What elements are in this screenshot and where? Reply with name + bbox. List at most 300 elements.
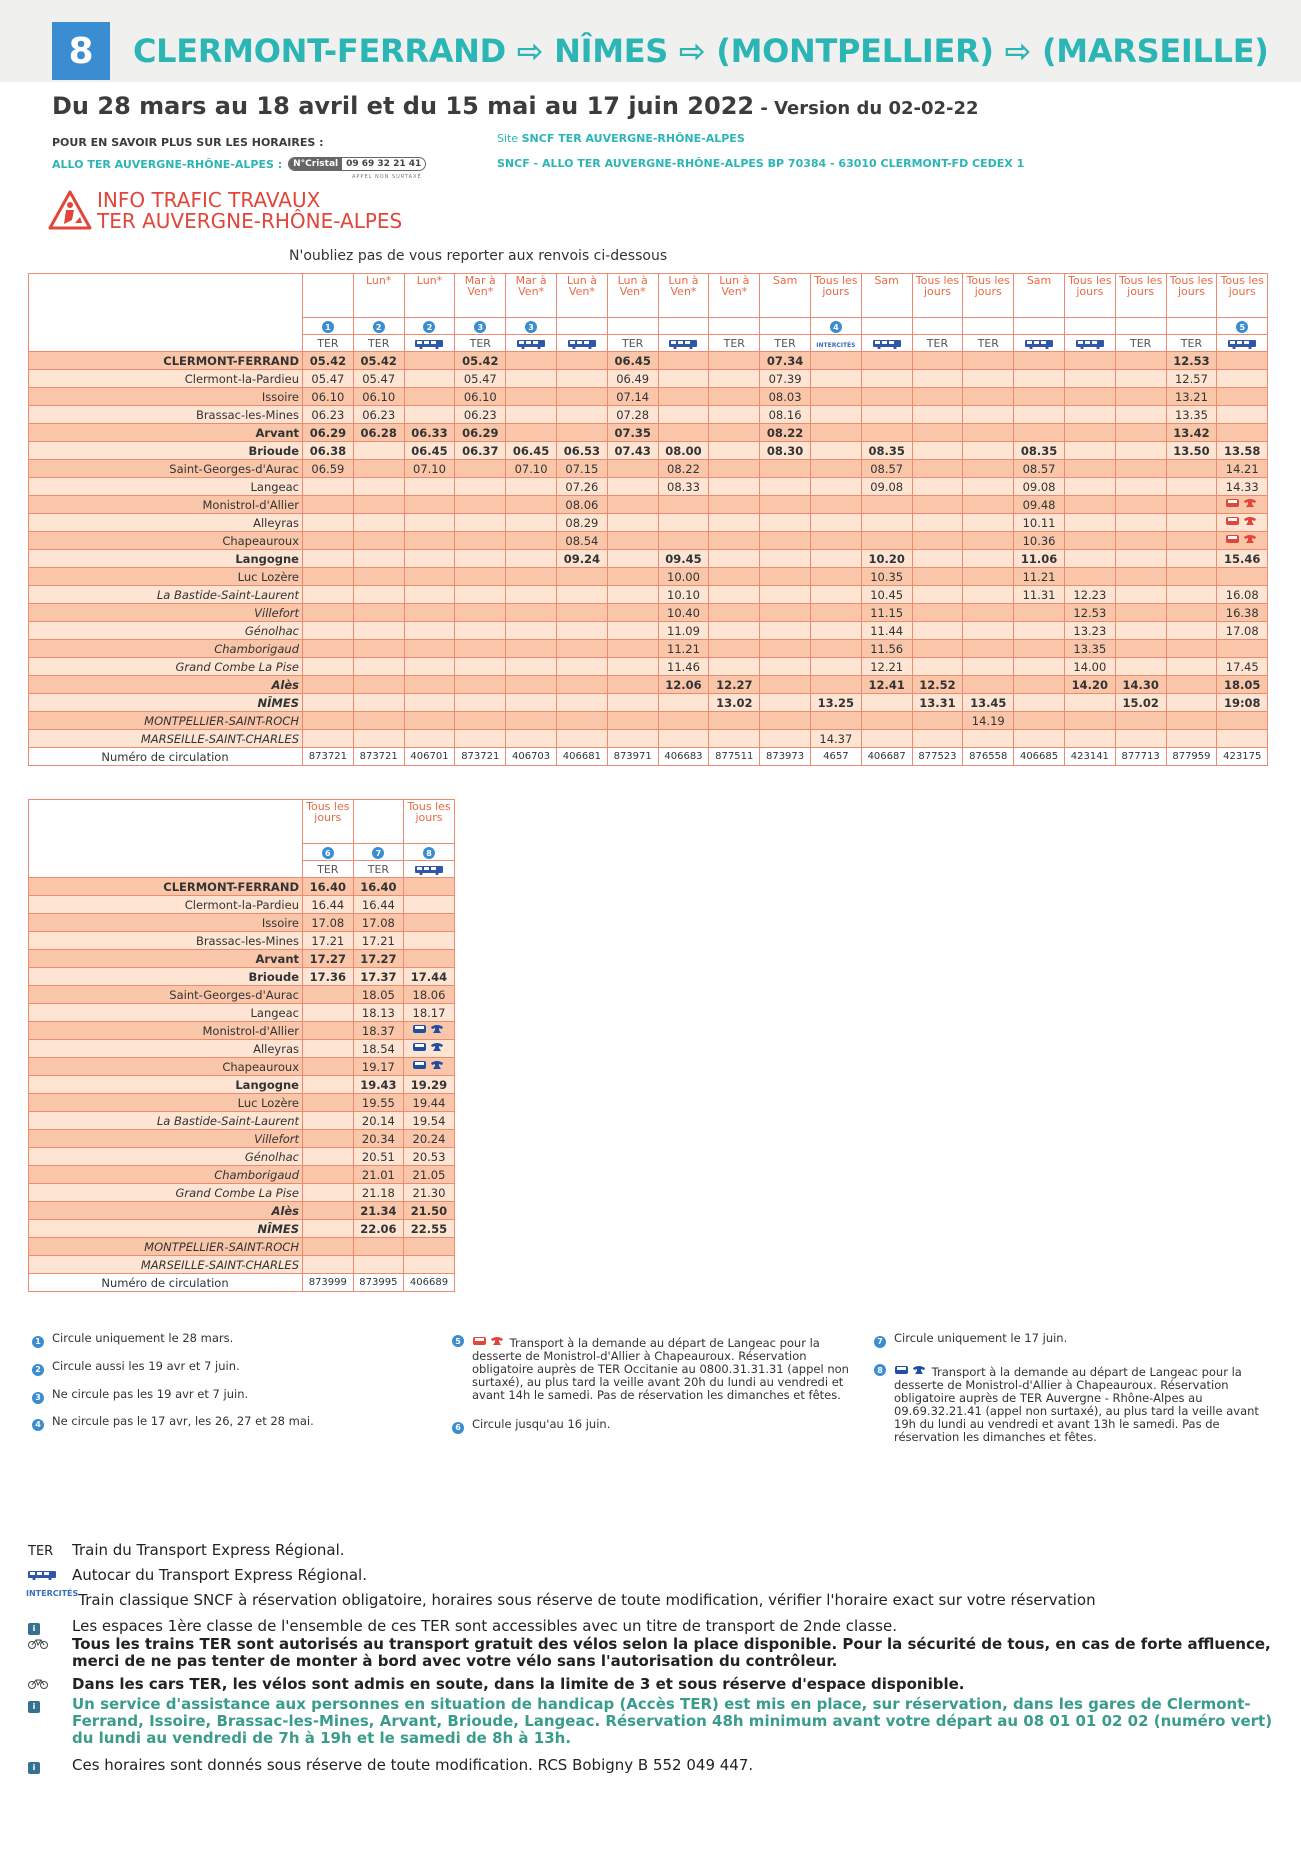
time-cell: 12.27 [709, 676, 760, 694]
time-cell [709, 532, 760, 550]
time-cell [353, 478, 404, 496]
time-cell: 20.24 [404, 1130, 455, 1148]
time-cell [1115, 604, 1166, 622]
time-cell [810, 604, 861, 622]
time-cell [810, 424, 861, 442]
note-badge: 7 [372, 847, 384, 859]
footnote-6 [452, 1418, 852, 1434]
time-cell [810, 406, 861, 424]
legend-bikes-train [28, 1636, 1273, 1670]
time-cell [506, 730, 557, 748]
time-cell [1115, 730, 1166, 748]
time-cell [912, 388, 963, 406]
time-cell [1064, 424, 1115, 442]
time-cell [760, 514, 811, 532]
time-cell: 06.37 [455, 442, 506, 460]
circulation-number: 4657 [810, 748, 861, 766]
days-cell: Tous les jours [963, 274, 1014, 318]
time-cell [1115, 568, 1166, 586]
time-cell [912, 568, 963, 586]
time-cell [607, 568, 658, 586]
time-cell: 09.24 [556, 550, 607, 568]
time-cell: 06.38 [303, 442, 354, 460]
time-cell [963, 550, 1014, 568]
time-cell: 10.10 [658, 586, 709, 604]
note-badge: 6 [322, 847, 334, 859]
allo-ter [52, 157, 426, 171]
mode-cell [912, 335, 963, 352]
time-cell [607, 532, 658, 550]
circulation-number: 873721 [455, 748, 506, 766]
time-cell [963, 622, 1014, 640]
days-cell: Tous les jours [1064, 274, 1115, 318]
time-cell: 13.21 [1166, 388, 1217, 406]
circulation-number: 873995 [353, 1274, 404, 1292]
time-cell: 20.51 [353, 1148, 404, 1166]
note-cell [1014, 318, 1065, 335]
time-cell [506, 694, 557, 712]
station-name: Saint-Georges-d'Aurac [29, 986, 303, 1004]
time-cell [1115, 442, 1166, 460]
mode-cell [963, 335, 1014, 352]
time-cell [303, 568, 354, 586]
time-cell: 18.13 [353, 1004, 404, 1022]
ter-label: TER [317, 336, 339, 350]
time-cell [1014, 352, 1065, 370]
time-cell: 10.36 [1014, 532, 1065, 550]
time-cell [912, 370, 963, 388]
time-cell: 11.21 [658, 640, 709, 658]
time-cell [1115, 496, 1166, 514]
station-row [29, 442, 1268, 460]
time-cell [1014, 658, 1065, 676]
time-cell: 15.46 [1217, 550, 1268, 568]
time-cell [607, 712, 658, 730]
time-cell: 12.53 [1166, 352, 1217, 370]
footnote-badge: 1 [32, 1336, 44, 1348]
time-cell [760, 496, 811, 514]
note-cell [658, 318, 709, 335]
station-name: Monistrol-d'Allier [29, 496, 303, 514]
footnote-badge: 8 [874, 1364, 886, 1376]
station-name: Brioude [29, 442, 303, 460]
days-cell: Sam [861, 274, 912, 318]
station-row [29, 406, 1268, 424]
time-cell [404, 352, 455, 370]
intercites-icon: INTERCITÉS [816, 341, 856, 349]
time-cell [658, 532, 709, 550]
time-cell: 07.28 [607, 406, 658, 424]
station-name: Arvant [29, 950, 303, 968]
time-cell [303, 658, 354, 676]
station-row [29, 532, 1268, 550]
time-cell [760, 658, 811, 676]
note-cell [303, 844, 354, 861]
station-row [29, 622, 1268, 640]
time-cell: 13.50 [1166, 442, 1217, 460]
time-cell [556, 406, 607, 424]
time-cell: 14.30 [1115, 676, 1166, 694]
time-cell [1217, 406, 1268, 424]
time-cell: 08.57 [861, 460, 912, 478]
time-cell: 17.45 [1217, 658, 1268, 676]
time-cell [404, 496, 455, 514]
time-cell [810, 370, 861, 388]
time-cell [556, 640, 607, 658]
time-cell [658, 388, 709, 406]
time-cell [353, 1256, 404, 1274]
time-cell: 10.40 [658, 604, 709, 622]
handicap-icon-wrap [28, 1696, 72, 1736]
station-name: Clermont-la-Pardieu [29, 896, 303, 914]
station-name: Brioude [29, 968, 303, 986]
time-cell: 06.29 [455, 424, 506, 442]
time-cell: 05.42 [303, 352, 354, 370]
note-cell [760, 318, 811, 335]
reminder-text: N'oubliez pas de vous reporter aux renvois ci-dessous [289, 248, 668, 264]
time-cell: 06.23 [353, 406, 404, 424]
station-name: Issoire [29, 388, 303, 406]
time-cell: 09.08 [861, 478, 912, 496]
time-cell [912, 730, 963, 748]
time-cell [1217, 370, 1268, 388]
time-cell [455, 658, 506, 676]
station-name: Langeac [29, 1004, 303, 1022]
station-row [29, 1130, 455, 1148]
time-cell [912, 550, 963, 568]
time-cell: 10.45 [861, 586, 912, 604]
tad-red-icon [1217, 496, 1268, 514]
time-cell [556, 370, 607, 388]
note-cell [455, 318, 506, 335]
time-cell [353, 1238, 404, 1256]
tad-blue-icon [404, 1040, 455, 1058]
time-cell [506, 550, 557, 568]
station-name: Chamborigaud [29, 640, 303, 658]
station-row [29, 1202, 455, 1220]
circulation-label: Numéro de circulation [29, 1274, 303, 1292]
time-cell [1014, 712, 1065, 730]
time-cell: 11.15 [861, 604, 912, 622]
legend-intercites [26, 1591, 1096, 1609]
time-cell: 06.29 [303, 424, 354, 442]
route-title: CLERMONT-FERRAND ⇨ NÎMES ⇨ (MONTPELLIER) ⇨ (MARSEILLE) [133, 32, 1269, 70]
time-cell [1064, 568, 1115, 586]
time-cell [963, 442, 1014, 460]
circulation-number: 406685 [1014, 748, 1065, 766]
time-cell [912, 514, 963, 532]
time-cell [506, 532, 557, 550]
footnote-text: Circule uniquement le 28 mars. [52, 1331, 234, 1345]
time-cell [353, 442, 404, 460]
station-row [29, 1004, 455, 1022]
time-cell [506, 640, 557, 658]
time-cell: 20.34 [353, 1130, 404, 1148]
station-row [29, 968, 455, 986]
time-cell [303, 1040, 354, 1058]
cristal-phone[interactable] [288, 157, 426, 171]
time-cell [1064, 730, 1115, 748]
time-cell [1064, 550, 1115, 568]
station-name: Luc Lozère [29, 1094, 303, 1112]
days-cell: Sam [760, 274, 811, 318]
circulation-number: 873721 [303, 748, 354, 766]
time-cell [760, 604, 811, 622]
time-cell [810, 514, 861, 532]
note-cell [709, 318, 760, 335]
station-name: La Bastide-Saint-Laurent [29, 586, 303, 604]
site-name: SNCF TER AUVERGNE-RHÔNE-ALPES [521, 132, 745, 145]
note-badge: 3 [525, 321, 537, 333]
station-name: Alleyras [29, 1040, 303, 1058]
station-name: MONTPELLIER-SAINT-ROCH [29, 712, 303, 730]
time-cell: 10.20 [861, 550, 912, 568]
time-cell: 14.21 [1217, 460, 1268, 478]
time-cell [709, 730, 760, 748]
time-cell [353, 676, 404, 694]
time-cell: 13.31 [912, 694, 963, 712]
time-cell [810, 442, 861, 460]
time-cell [1166, 604, 1217, 622]
time-cell [1014, 370, 1065, 388]
station-name: CLERMONT-FERRAND [29, 352, 303, 370]
time-cell [1014, 388, 1065, 406]
time-cell: 06.28 [353, 424, 404, 442]
station-name: Saint-Georges-d'Aurac [29, 460, 303, 478]
tad-red-icon [1217, 514, 1268, 532]
time-cell [607, 460, 658, 478]
time-cell [404, 370, 455, 388]
station-row [29, 640, 1268, 658]
time-cell [861, 694, 912, 712]
footnote-3 [32, 1388, 432, 1404]
time-cell [607, 586, 658, 604]
time-cell [506, 370, 557, 388]
circulation-number: 873721 [353, 748, 404, 766]
time-cell: 08.06 [556, 496, 607, 514]
time-cell [607, 604, 658, 622]
time-cell: 05.42 [455, 352, 506, 370]
appel-note: APPEL NON SURTAXÉ [352, 174, 422, 180]
time-cell [658, 496, 709, 514]
time-cell [506, 712, 557, 730]
time-cell [1166, 658, 1217, 676]
time-cell [303, 514, 354, 532]
time-cell: 18.06 [404, 986, 455, 1004]
time-cell [303, 1166, 354, 1184]
time-cell: 07.10 [506, 460, 557, 478]
time-cell: 12.41 [861, 676, 912, 694]
time-cell [353, 496, 404, 514]
header-corner [29, 274, 303, 352]
bus-icon [568, 337, 596, 350]
time-cell [861, 532, 912, 550]
time-cell [556, 622, 607, 640]
time-cell [303, 1238, 354, 1256]
info-trafic-link[interactable] [97, 190, 402, 232]
time-cell [404, 878, 455, 896]
time-cell [709, 388, 760, 406]
station-row [29, 878, 455, 896]
time-cell: 17.27 [303, 950, 354, 968]
time-cell: 06.49 [607, 370, 658, 388]
time-cell: 18.05 [1217, 676, 1268, 694]
circulation-number: 877959 [1166, 748, 1217, 766]
time-cell [404, 604, 455, 622]
time-cell [861, 514, 912, 532]
time-cell [353, 640, 404, 658]
info-label: POUR EN SAVOIR PLUS SUR LES HORAIRES : [52, 136, 324, 149]
time-cell [810, 460, 861, 478]
time-cell [760, 478, 811, 496]
time-cell [1064, 514, 1115, 532]
time-cell [556, 352, 607, 370]
time-cell [709, 478, 760, 496]
time-cell [607, 478, 658, 496]
time-cell [506, 478, 557, 496]
time-cell [912, 658, 963, 676]
time-cell [303, 1022, 354, 1040]
time-cell: 15.02 [1115, 694, 1166, 712]
time-cell: 13.23 [1064, 622, 1115, 640]
note-cell [1166, 318, 1217, 335]
time-cell [1064, 478, 1115, 496]
site-link[interactable] [497, 132, 745, 145]
station-name: La Bastide-Saint-Laurent [29, 1112, 303, 1130]
time-cell [709, 514, 760, 532]
time-cell [912, 604, 963, 622]
footnote-5-text: Transport à la demande au départ de Langeac pour la desserte de Monistrol-d'Allier à Chapeauroux. Réservation obligatoire auprès de TER Occitanie au 0800.31.31.31 (appel non surtaxé), au plus tard la veille avant 20h du lundi au vendredi et avant 14h le samedi. Pas de réservation les dimanches et fêtes. [472, 1336, 849, 1402]
time-cell: 22.06 [353, 1220, 404, 1238]
time-cell [709, 496, 760, 514]
days-header-row [29, 274, 1268, 318]
circulation-number: 423175 [1217, 748, 1268, 766]
time-cell [810, 532, 861, 550]
time-cell [810, 352, 861, 370]
time-cell [303, 694, 354, 712]
time-cell [709, 622, 760, 640]
station-name: Chapeauroux [29, 1058, 303, 1076]
time-cell [658, 406, 709, 424]
time-cell [963, 532, 1014, 550]
time-cell [353, 658, 404, 676]
time-cell: 13.35 [1166, 406, 1217, 424]
time-cell: 17.08 [353, 914, 404, 932]
time-cell: 06.23 [303, 406, 354, 424]
time-cell [810, 496, 861, 514]
time-cell [1166, 514, 1217, 532]
mode-cell [1217, 335, 1268, 352]
time-cell [912, 532, 963, 550]
time-cell [1115, 370, 1166, 388]
time-cell [1166, 676, 1217, 694]
time-cell: 18.54 [353, 1040, 404, 1058]
intercites-icon: INTERCITÉS [26, 1589, 79, 1598]
time-cell: 12.23 [1064, 586, 1115, 604]
time-cell [709, 424, 760, 442]
time-cell [861, 424, 912, 442]
time-cell [404, 694, 455, 712]
mode-cell [353, 335, 404, 352]
time-cell: 05.47 [353, 370, 404, 388]
time-cell [1166, 532, 1217, 550]
postal-address: SNCF - ALLO TER AUVERGNE-RHÔNE-ALPES BP 70384 - 63010 CLERMONT-FD CEDEX 1 [497, 157, 1025, 170]
time-cell [607, 514, 658, 532]
time-cell [963, 730, 1014, 748]
time-cell [353, 622, 404, 640]
time-cell [658, 712, 709, 730]
footnote-badge: 5 [452, 1335, 464, 1347]
note-cell [861, 318, 912, 335]
time-cell: 11.31 [1014, 586, 1065, 604]
circulation-number: 406683 [658, 748, 709, 766]
station-name: Villefort [29, 604, 303, 622]
time-cell [861, 730, 912, 748]
bus-icon [1025, 337, 1053, 350]
station-name: Arvant [29, 424, 303, 442]
ter-label: TER [1180, 336, 1203, 350]
tad-red-icon [472, 1335, 506, 1347]
days-cell: Lun à Ven* [658, 274, 709, 318]
days-cell: Tous les jours [810, 274, 861, 318]
station-row [29, 550, 1268, 568]
time-cell: 13.35 [1064, 640, 1115, 658]
time-cell [810, 568, 861, 586]
time-cell [760, 712, 811, 730]
footnote-text: Circule jusqu'au 16 juin. [472, 1417, 611, 1431]
time-cell [861, 712, 912, 730]
time-cell [455, 604, 506, 622]
days-cell: Tous les jours [404, 800, 455, 844]
time-cell: 17.27 [353, 950, 404, 968]
bus-icon [873, 337, 901, 350]
mode-cell [1064, 335, 1115, 352]
time-cell [963, 424, 1014, 442]
time-cell [963, 352, 1014, 370]
station-name: Chamborigaud [29, 1166, 303, 1184]
note-cell [1217, 318, 1268, 335]
time-cell: 08.22 [658, 460, 709, 478]
time-cell [303, 712, 354, 730]
time-cell [760, 532, 811, 550]
time-cell: 12.57 [1166, 370, 1217, 388]
time-cell [303, 1202, 354, 1220]
first-class-icon: i [28, 1623, 40, 1635]
time-cell [1115, 460, 1166, 478]
time-cell [810, 622, 861, 640]
time-cell [709, 640, 760, 658]
time-cell [506, 514, 557, 532]
time-cell [303, 1094, 354, 1112]
circulation-number: 406687 [861, 748, 912, 766]
time-cell [404, 1256, 455, 1274]
days-cell [303, 274, 354, 318]
station-name: Génolhac [29, 1148, 303, 1166]
time-cell: 14.19 [963, 712, 1014, 730]
time-cell [404, 568, 455, 586]
time-cell [963, 388, 1014, 406]
time-cell [963, 586, 1014, 604]
days-cell: Tous les jours [1115, 274, 1166, 318]
time-cell: 18.37 [353, 1022, 404, 1040]
time-cell [760, 460, 811, 478]
time-cell: 07.35 [607, 424, 658, 442]
time-cell: 14.37 [810, 730, 861, 748]
station-row [29, 586, 1268, 604]
time-cell [1217, 388, 1268, 406]
time-cell [556, 424, 607, 442]
time-cell: 05.47 [455, 370, 506, 388]
